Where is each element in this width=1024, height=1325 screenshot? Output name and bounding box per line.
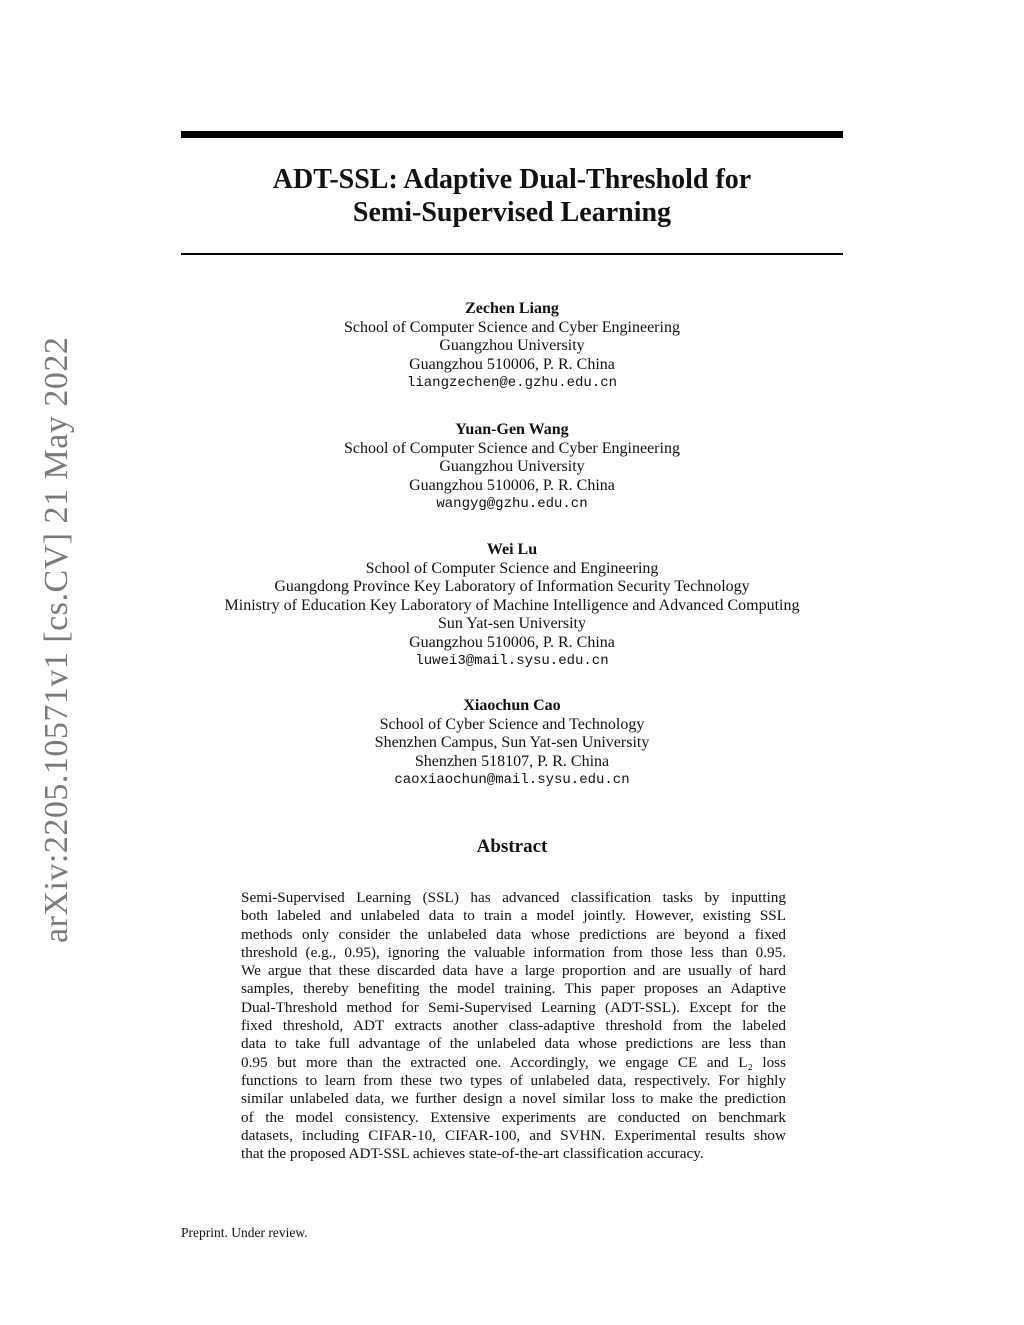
abstract-line-text: We argue that these discarded data have a large proportion and are usually of hard: [241, 962, 786, 980]
arxiv-side-label: arXiv:2205.10571v1 [cs.CV] 21 May 2022: [38, 336, 75, 943]
abstract-line-text: samples, thereby benefiting the model training. This paper proposes an Adaptive: [241, 980, 786, 998]
author-affiliation: School of Computer Science and Cyber Engineering: [344, 318, 680, 336]
author-affiliation: School of Computer Science and Engineering: [365, 559, 659, 577]
abstract-line: [241, 999, 786, 1017]
author-affiliation: Guangzhou University: [439, 337, 585, 354]
author-email[interactable]: wangyg@gzhu.edu.cn: [436, 496, 588, 512]
abstract-line: [241, 926, 786, 944]
author-4: [120, 697, 904, 790]
abstract-line: [241, 1017, 786, 1035]
abstract-line-text: both labeled and unlabeled data to train a model jointly. However, existing SSL: [241, 907, 786, 925]
abstract-line-text: datasets, including CIFAR-10, CIFAR-100, and SVHN. Experimental results show: [241, 1126, 786, 1144]
author-2: [120, 421, 904, 514]
author-affiliation: Sun Yat-sen University: [437, 615, 586, 632]
abstract-line-text: of the model consistency. Extensive experiments are conducted on benchmark: [241, 1108, 786, 1126]
abstract-line: [241, 1109, 786, 1127]
abstract-line: [241, 980, 786, 998]
abstract-line-text: methods only consider the unlabeled data whose predictions are beyond a fixed: [241, 925, 786, 943]
author-affiliation: School of Cyber Science and Technology: [379, 715, 645, 733]
abstract-line-text: that the proposed ADT-SSL achieves state-of-the-art classification accuracy.: [241, 1145, 704, 1163]
abstract-line: [241, 1072, 786, 1090]
author-affiliation: Guangdong Province Key Laboratory of Information Security Technology: [274, 578, 750, 595]
author-email[interactable]: caoxiaochun@mail.sysu.edu.cn: [394, 772, 630, 788]
abstract-line: [241, 1127, 786, 1145]
author-email[interactable]: liangzechen@e.gzhu.edu.cn: [406, 375, 618, 391]
abstract-body: [241, 889, 786, 1163]
title-line-1: ADT-SSL: Adaptive Dual-Threshold for: [272, 164, 752, 195]
author-affiliation: School of Computer Science and Cyber Engineering: [344, 439, 680, 457]
abstract-line: [241, 889, 786, 907]
author-1: [120, 300, 904, 393]
abstract-line: [241, 1035, 786, 1053]
title-line-2: Semi-Supervised Learning: [352, 197, 672, 228]
title-bottom-rule: [181, 253, 843, 255]
abstract-line: [241, 962, 786, 980]
abstract-heading: Abstract: [476, 836, 548, 857]
abstract-line-text: data to take full advantage of the unlabeled data whose predictions are less than: [241, 1035, 786, 1053]
author-name: Zechen Liang: [465, 300, 559, 317]
abstract-line-text: 0.95 but more than the extracted one. Accordingly, we engage CE and L₂ loss: [241, 1053, 786, 1071]
author-email[interactable]: luwei3@mail.sysu.edu.cn: [415, 653, 609, 669]
abstract-line-text: Semi-Supervised Learning (SSL) has advanced classification tasks by inputting: [241, 889, 786, 906]
author-name: Yuan-Gen Wang: [455, 421, 569, 438]
abstract-line-text: Dual-Threshold method for Semi-Supervised Learning (ADT-SSL). Except for the: [241, 998, 786, 1016]
author-affiliation: Shenzhen 518107, P. R. China: [414, 752, 610, 770]
footer-note: Preprint. Under review.: [181, 1225, 308, 1240]
abstract-line-text: threshold (e.g., 0.95), ignoring the valuable information from those less than 0.95.: [241, 943, 786, 961]
author-name: Wei Lu: [486, 541, 538, 558]
author-affiliation: Guangzhou 510006, P. R. China: [409, 476, 615, 494]
abstract-line: [241, 1145, 786, 1163]
author-affiliation: Guangzhou 510006, P. R. China: [409, 633, 615, 651]
author-affiliation: Ministry of Education Key Laboratory of Machine Intelligence and Advanced Computing: [224, 596, 800, 614]
abstract-line: [241, 944, 786, 962]
top-rule: [181, 131, 843, 138]
author-affiliation: Shenzhen Campus, Sun Yat-sen University: [374, 734, 650, 751]
paper-title: [181, 163, 843, 229]
author-affiliation: Guangzhou University: [439, 458, 585, 475]
abstract-line: [241, 907, 786, 925]
author-name: Xiaochun Cao: [463, 697, 561, 714]
abstract-line: [241, 1054, 786, 1072]
abstract-line-text: fixed threshold, ADT extracts another class-adaptive threshold from the labeled: [241, 1017, 786, 1035]
abstract-line-text: functions to learn from these two types of unlabeled data, respectively. For highly: [241, 1071, 786, 1089]
author-affiliation: Guangzhou 510006, P. R. China: [409, 355, 615, 373]
abstract-line: [241, 1090, 786, 1108]
abstract-line-text: similar unlabeled data, we further design a novel similar loss to make the prediction: [241, 1090, 786, 1108]
author-3: [120, 541, 904, 671]
